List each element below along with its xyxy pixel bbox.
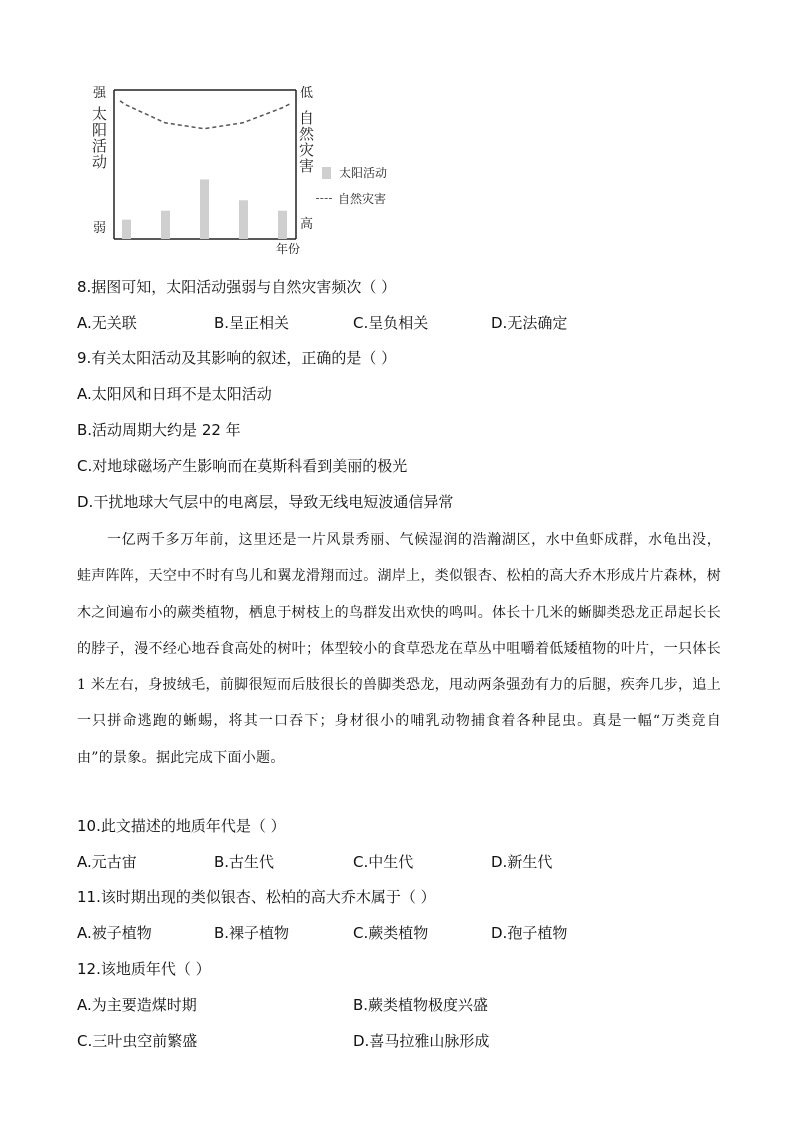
- legend-line-swatch: [316, 198, 332, 199]
- question-10-option-d: D.新生代: [491, 853, 553, 871]
- question-8-option-c: C.呈负相关: [353, 314, 429, 332]
- solar-activity-bar: [122, 220, 131, 239]
- question-10-option-a: A.元古宙: [77, 853, 137, 871]
- left-top-label: 强: [93, 86, 107, 101]
- question-9-stem: 9.有关太阳活动及其影响的叙述，正确的是（ ）: [77, 349, 397, 367]
- legend-bar-swatch: [322, 167, 331, 179]
- right-top-label: 低: [300, 86, 314, 101]
- question-11-stem: 11.该时期出现的类似银杏、松柏的高大乔木属于（ ）: [77, 888, 436, 906]
- question-11-option-d: D.孢子植物: [491, 924, 568, 942]
- question-11-option-c: C.蕨类植物: [353, 924, 429, 942]
- question-12-option-c: C.三叶虫空前繁盛: [77, 1032, 198, 1050]
- question-9-option-d: D.干扰地球大气层中的电离层，导致无线电短波通信异常: [77, 493, 454, 511]
- question-12-stem: 12.该地质年代（ ）: [77, 960, 211, 978]
- legend-line-label: 自然灾害: [338, 192, 387, 206]
- reading-passage: 一亿两千多万年前，这里还是一片风景秀丽、气候湿润的浩瀚湖区，水中鱼虾成群，水龟出没，蛙声阵阵，天空中不时有鸟儿和翼龙滑翔而过。湖岸上，类似银杏、松柏的高大乔木形成片片森林，树木之间遍布小的蕨类植物，栖息于树枝上的鸟群发出欢快的鸣叫。体长十几米的蜥脚类恐龙正昂起长长的脖子，漫不经心地吞食高处的树叶；体型较小的食草恐龙在草丛中咀嚼着低矮植物的叶片，一只体长 1 米左右，身披绒毛，前脚很短而后肢很长的兽脚类恐龙，甩动两条强劲有力的后腿，疾奔几步，追上一只拼命逃跑的蜥蜴，将其一口吞下；身材很小的哺乳动物捕食着各种昆虫。真是一幅“万类竞自由”的景象。据此完成下面小题。: [77, 532, 721, 766]
- question-8-option-d: D.无法确定: [491, 314, 568, 332]
- question-12-option-d: D.喜马拉雅山脉形成: [353, 1032, 490, 1050]
- question-10-stem: 10.此文描述的地质年代是（ ）: [77, 817, 286, 835]
- solar-activity-bar: [161, 211, 170, 239]
- solar-activity-bar: [278, 211, 287, 239]
- question-11-option-b: B.裸子植物: [214, 924, 290, 942]
- question-8-stem: 8.据图可知，太阳活动强弱与自然灾害频次（ ）: [77, 278, 397, 296]
- left-axis-title: 太阳活动: [92, 105, 108, 171]
- right-axis-title: 自然灾害: [299, 109, 315, 175]
- question-12-option-a: A.为主要造煤时期: [77, 996, 197, 1014]
- legend-natural-disaster: [316, 190, 386, 207]
- question-8-option-a: A.无关联: [77, 314, 137, 332]
- question-9-option-b: B.活动周期大约是 22 年: [77, 421, 241, 439]
- left-bottom-label: 弱: [93, 221, 107, 236]
- question-10-option-b: B.古生代: [214, 853, 275, 871]
- legend-solar-activity: [322, 164, 387, 181]
- legend-bar-label: 太阳活动: [339, 166, 388, 180]
- solar-activity-disaster-chart: [76, 80, 416, 260]
- question-9-option-a: A.太阳风和日珥不是太阳活动: [77, 385, 272, 403]
- natural-disaster-curve: [120, 101, 290, 129]
- question-12-option-b: B.蕨类植物极度兴盛: [353, 996, 489, 1014]
- right-bottom-label: 高: [300, 217, 314, 232]
- solar-activity-bar: [200, 179, 209, 239]
- question-11-option-a: A.被子植物: [77, 924, 152, 942]
- x-axis-label: 年份: [276, 242, 301, 256]
- question-10-option-c: C.中生代: [353, 853, 414, 871]
- solar-activity-bar: [239, 200, 248, 239]
- question-9-option-c: C.对地球磁场产生影响而在莫斯科看到美丽的极光: [77, 457, 408, 475]
- question-8-option-b: B.呈正相关: [214, 314, 290, 332]
- solar-activity-bars: [122, 179, 287, 239]
